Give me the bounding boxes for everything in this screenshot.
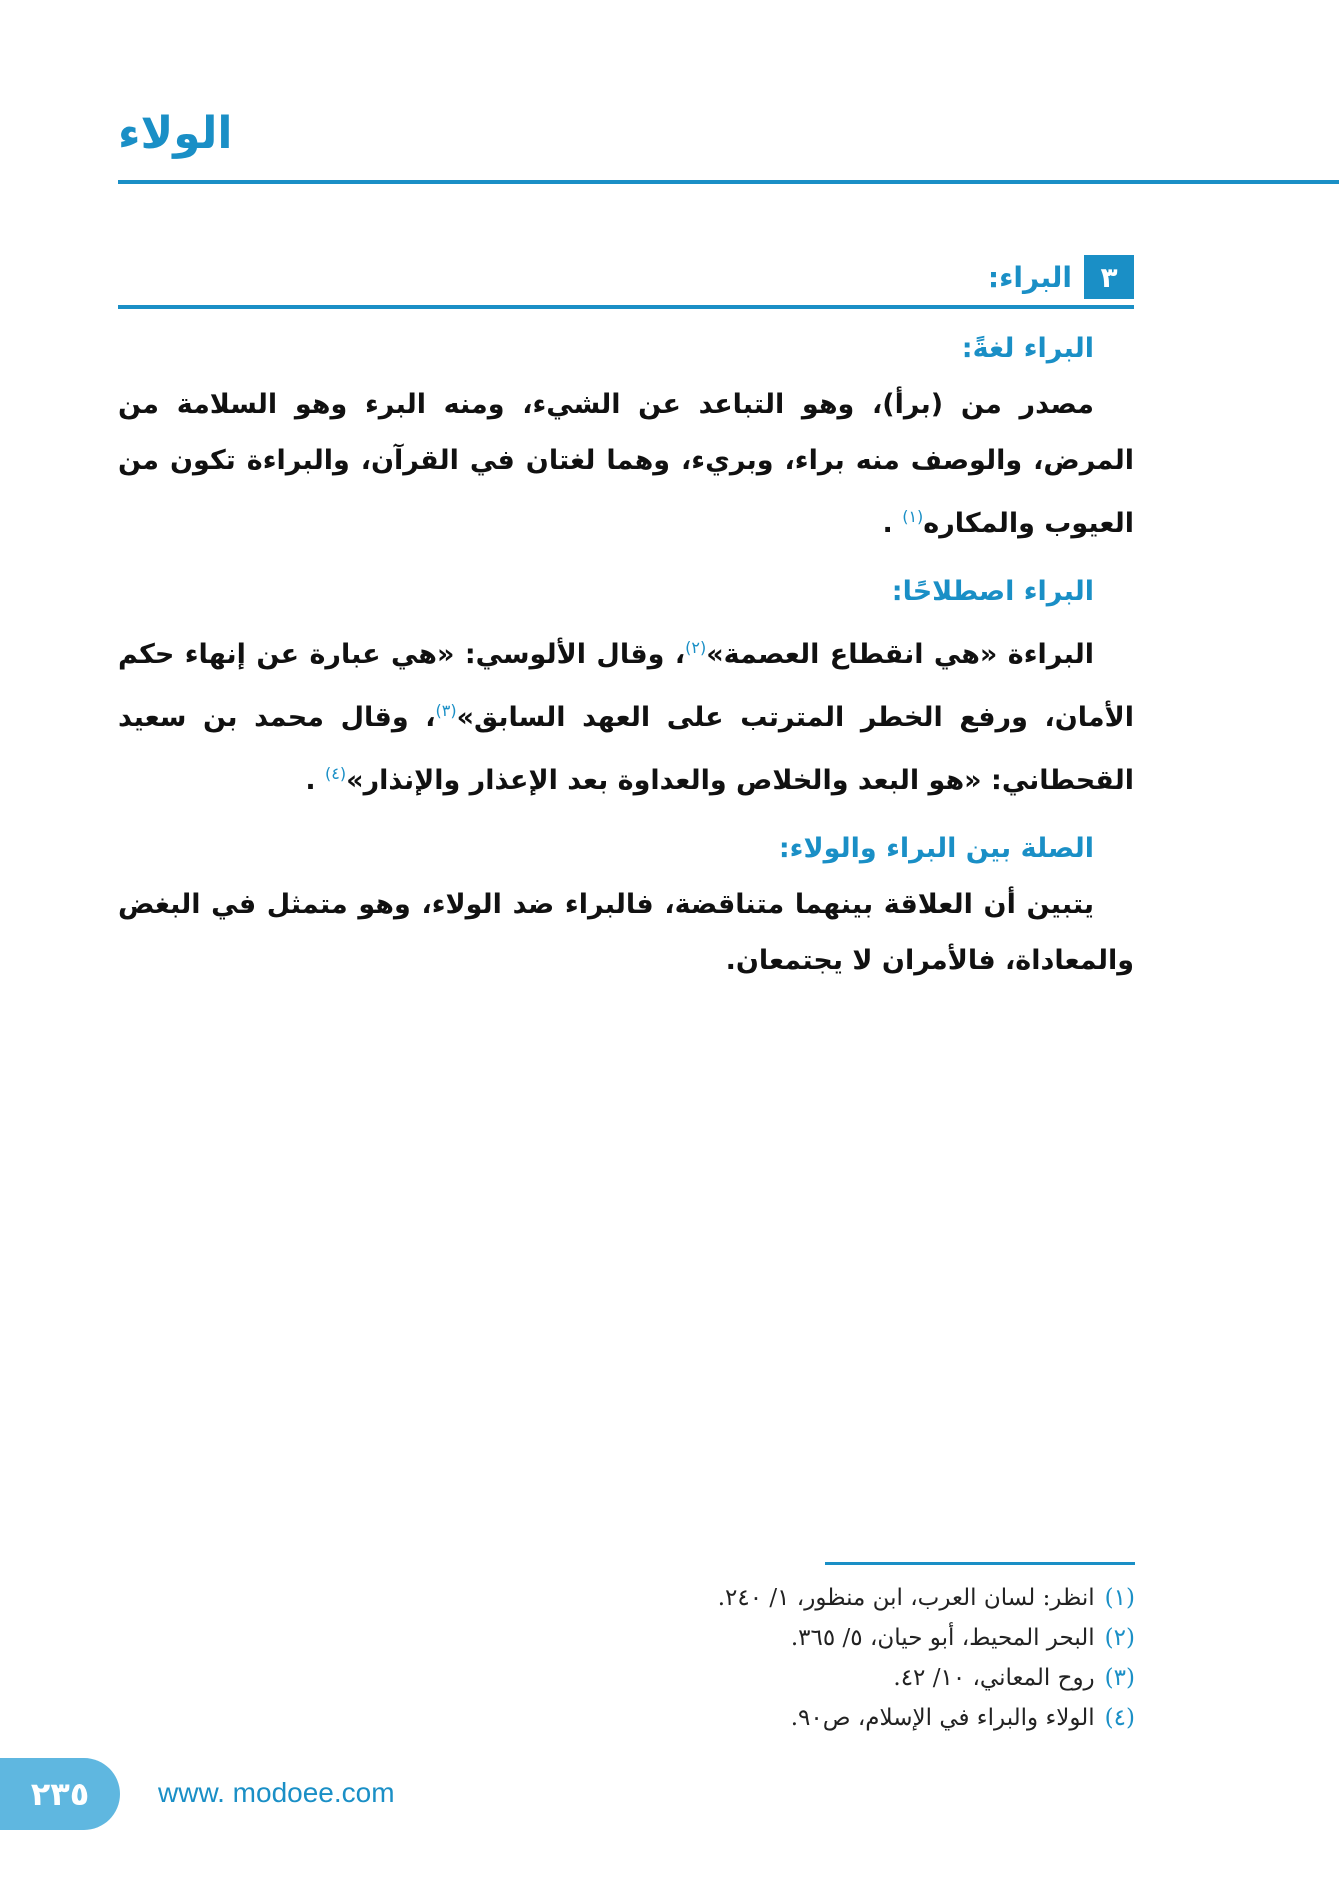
footnote-marker[interactable]: (٤)	[325, 764, 347, 783]
footnote-text: انظر: لسان العرب، ابن منظور، ١/ ٢٤٠.	[717, 1585, 1095, 1611]
paragraph-text: البراءة «هي انقطاع العصمة»	[706, 639, 1094, 670]
footnote-number: (٢)	[1104, 1625, 1135, 1651]
footnote-number: (١)	[1104, 1585, 1135, 1611]
footnote-item	[600, 1578, 1135, 1618]
paragraph-end: .	[882, 508, 903, 539]
header-title: الولاء	[118, 108, 233, 159]
section-number-badge: ٣	[1084, 255, 1134, 299]
subheading-relation: الصلة بين البراء والولاء:	[778, 833, 1094, 864]
paragraph-end: .	[305, 765, 326, 796]
footnote-number: (٤)	[1104, 1705, 1135, 1731]
paragraph-relation: يتبين أن العلاقة بينهما متناقضة، فالبراء ضد الولاء، وهو متمثل في البغض والمعاداة، فالأمران لا يجتمعان.	[118, 889, 1134, 976]
section-heading	[118, 255, 1134, 309]
footnote-text: الولاء والبراء في الإسلام، ص٩٠.	[790, 1705, 1095, 1731]
paragraph-text: مصدر من (برأ)، وهو التباعد عن الشيء، ومنه البرء وهو السلامة من المرض، والوصف منه براء، وبريء، وهما لغتان في القرآن، والبراءة تكون من العيوب والمكاره	[118, 389, 1134, 539]
section-title: البراء:	[987, 260, 1072, 294]
footnote-number: (٣)	[1104, 1665, 1135, 1691]
paragraph-text: ، وقال محمد بن سعيد القحطاني: «هو البعد والخلاص والعداوة بعد الإعذار والإنذار»	[118, 702, 1134, 796]
footnote-text: البحر المحيط، أبو حيان، ٥/ ٣٦٥.	[790, 1625, 1095, 1651]
footnotes-divider	[825, 1562, 1135, 1565]
footnotes	[600, 1578, 1135, 1738]
main-content	[118, 255, 1134, 989]
footnote-text: روح المعاني، ١٠/ ٤٢.	[893, 1665, 1095, 1691]
subheading-linguistic: البراء لغةً:	[961, 333, 1094, 364]
footnote-item	[600, 1658, 1135, 1698]
header-divider	[118, 180, 1339, 184]
subheading-terminological: البراء اصطلاحًا:	[891, 576, 1094, 607]
footnote-marker[interactable]: (١)	[902, 507, 924, 526]
page-number-badge: ٢٣٥	[0, 1758, 120, 1830]
footnote-item	[600, 1618, 1135, 1658]
website-link[interactable]: www. modoee.com	[158, 1777, 395, 1808]
footnote-marker[interactable]: (٣)	[435, 701, 457, 720]
paragraph-terminological	[118, 620, 1134, 809]
paragraph-linguistic	[118, 377, 1134, 552]
footnote-item	[600, 1698, 1135, 1738]
paragraph-text: ، وقال الألوسي: «هي عبارة عن إنهاء حكم الأمان، ورفع الخطر المترتب على العهد السابق»	[118, 639, 1134, 733]
footnote-marker[interactable]: (٢)	[685, 638, 707, 657]
